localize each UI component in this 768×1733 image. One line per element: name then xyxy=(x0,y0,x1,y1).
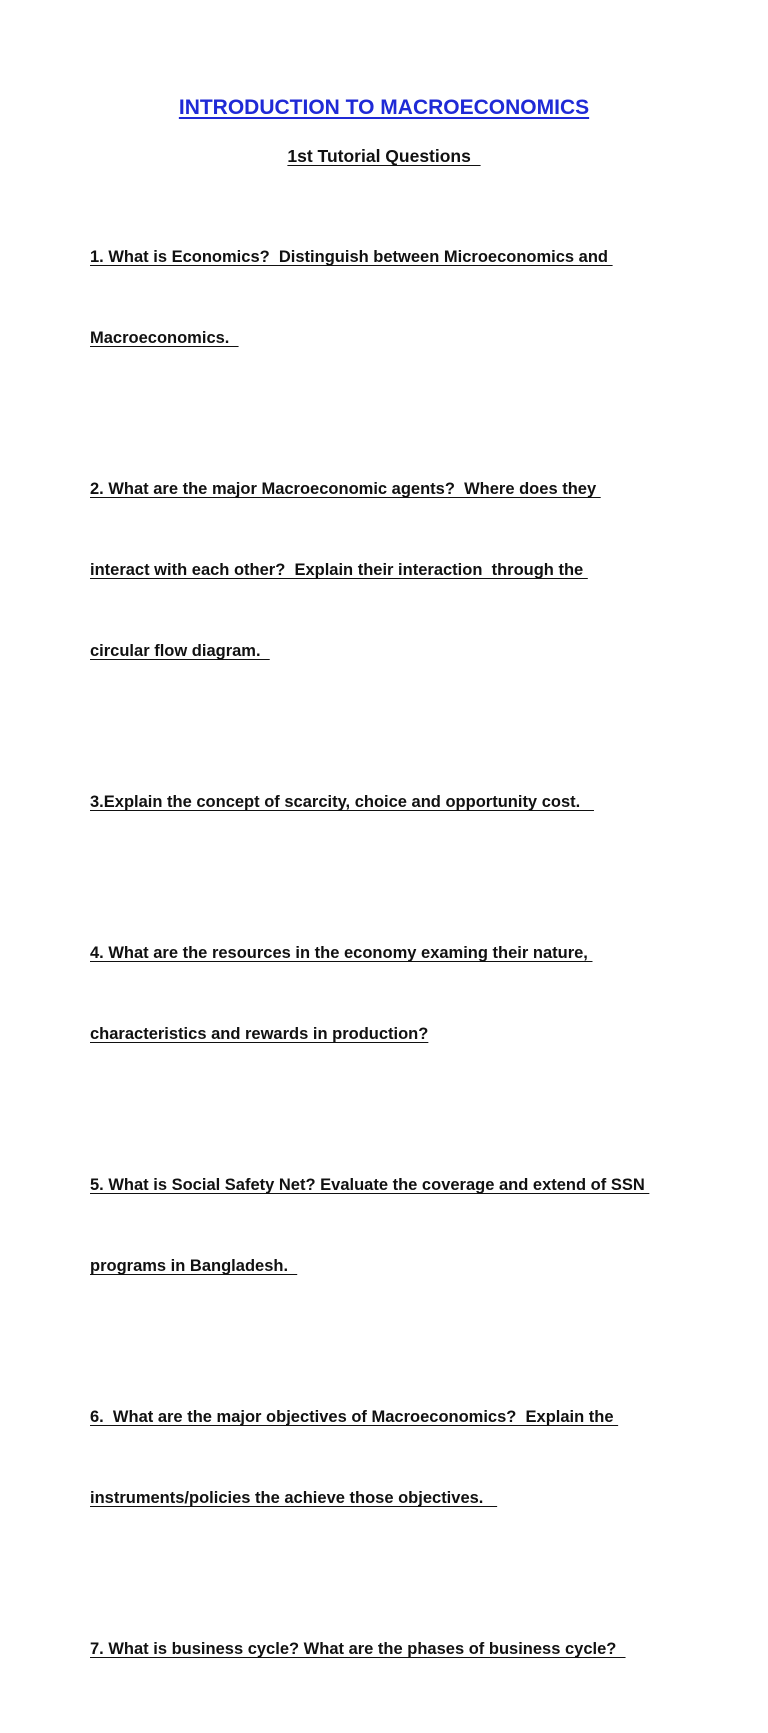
question-line: circular flow diagram. xyxy=(90,642,270,660)
question-item xyxy=(90,190,690,406)
question-line: programs in Bangladesh. xyxy=(90,1257,298,1275)
question-line: interact with each other? Explain their interaction through the xyxy=(90,561,588,579)
question-line: 1. What is Economics? Distinguish between Microeconomics and xyxy=(90,248,613,266)
question-line: 3.Explain the concept of scarcity, choice and opportunity cost. xyxy=(90,793,594,811)
page-title: INTRODUCTION TO MACROECONOMICS xyxy=(178,96,590,119)
question-item xyxy=(90,1118,690,1334)
question-item xyxy=(90,422,690,719)
question-line: 2. What are the major Macroeconomic agents? Where does they xyxy=(90,480,601,498)
question-line: 4. What are the resources in the economy examing their nature, xyxy=(90,944,593,962)
question-line: Macroeconomics. xyxy=(90,329,239,347)
page-subtitle: 1st Tutorial Questions xyxy=(287,146,481,166)
question-line: characteristics and rewards in production? xyxy=(90,1025,429,1043)
question-list xyxy=(90,190,690,1733)
question-item xyxy=(90,886,690,1102)
question-item xyxy=(90,735,690,870)
question-line: 7. What is business cycle? What are the phases of business cycle? xyxy=(90,1640,626,1658)
question-line: instruments/policies the achieve those objectives. xyxy=(90,1489,498,1507)
question-item xyxy=(90,1582,690,1717)
question-line: 6. What are the major objectives of Macroeconomics? Explain the xyxy=(90,1408,619,1426)
question-line: 5. What is Social Safety Net? Evaluate the coverage and extend of SSN xyxy=(90,1176,650,1194)
question-item xyxy=(90,1350,690,1566)
